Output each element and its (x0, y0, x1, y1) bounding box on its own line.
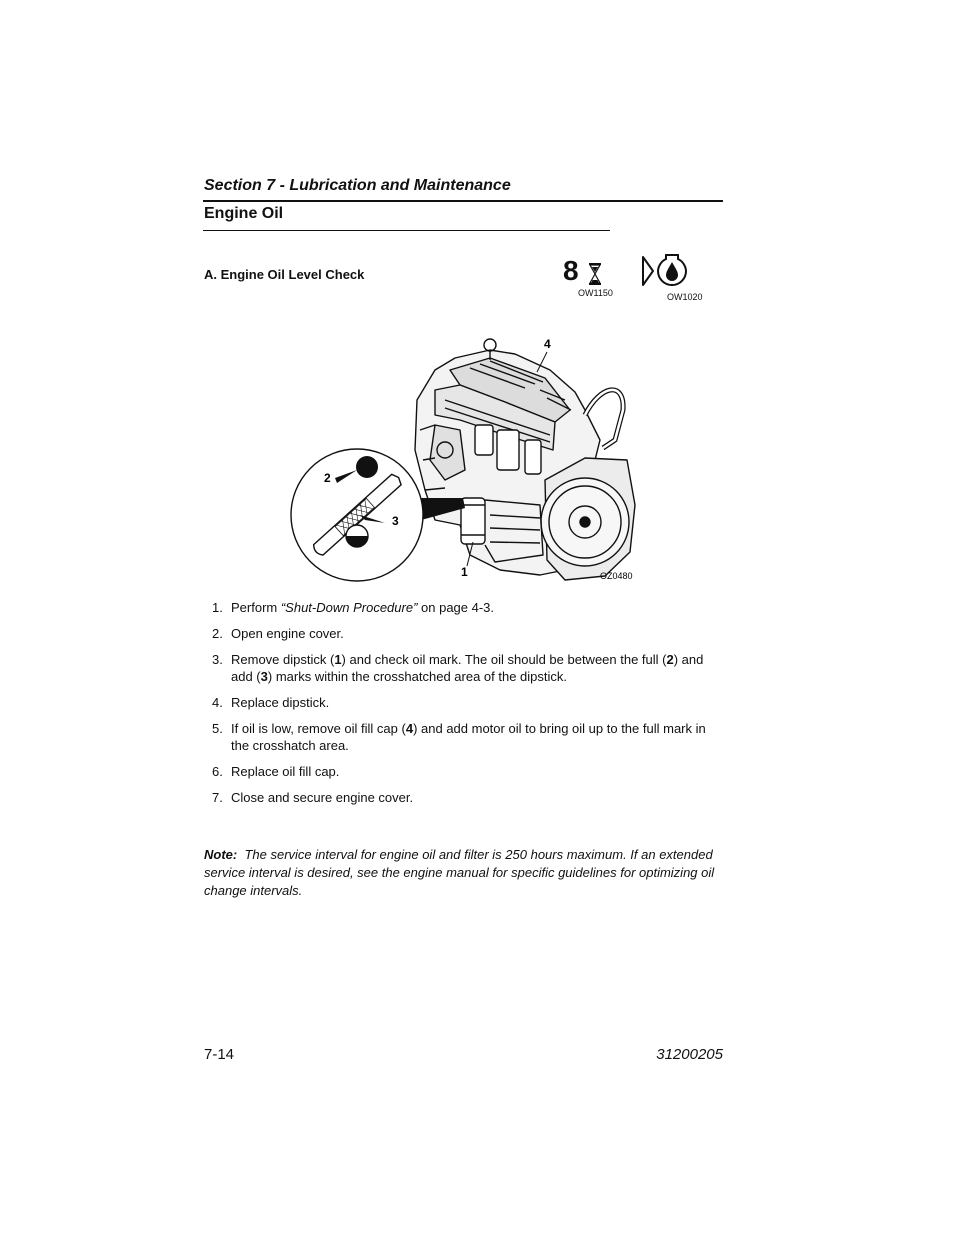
callout-ref: 3 (260, 669, 268, 684)
step-item (204, 789, 724, 806)
callout-3: 3 (392, 514, 399, 528)
step-text: ) marks within the crosshatched area of the dipstick. (267, 669, 568, 684)
step-text: Replace dipstick. (231, 695, 330, 710)
step-item (204, 763, 724, 780)
step-text: Replace oil fill cap. (231, 764, 340, 779)
step-item (204, 625, 724, 642)
step-number: 1. (212, 600, 223, 615)
step-text: ) and add ( (231, 652, 704, 684)
step-item (204, 694, 724, 711)
section-divider (203, 200, 723, 202)
cross-reference-link[interactable]: “Shut-Down Procedure” (280, 600, 418, 615)
step-number: 6. (212, 764, 223, 779)
step-number: 5. (212, 721, 223, 736)
callout-ref: 4 (405, 721, 414, 736)
hourglass-icon (588, 263, 602, 285)
section-title: Section 7 - Lubrication and Maintenance (204, 177, 511, 194)
subsection-title: Engine Oil (204, 205, 284, 222)
step-text: Close and secure engine cover. (231, 790, 414, 805)
engine-oil-dipstick-figure (285, 330, 645, 585)
step-item (204, 599, 724, 616)
step-item (204, 720, 724, 754)
step-item (204, 651, 724, 685)
step-number: 3. (212, 652, 223, 667)
step-text: ) and add motor oil to bring oil up to the full mark in the crosshatch area. (231, 721, 706, 753)
step-number: 2. (212, 626, 223, 641)
icon-code-ow1020: OW1020 (667, 292, 703, 302)
step-text: Open engine cover. (231, 626, 344, 641)
callout-2: 2 (324, 471, 331, 485)
step-number: 7. (212, 790, 223, 805)
step-text: on page 4-3. (417, 600, 495, 615)
interval-hours-number: 8 (563, 255, 579, 286)
note-label: Note: (204, 847, 238, 862)
procedure-steps (204, 599, 724, 815)
icon-code-ow1150: OW1150 (578, 288, 613, 298)
engine-oil-drop-icon (640, 251, 692, 291)
step-text: If oil is low, remove oil fill cap ( (231, 721, 406, 736)
step-number: 4. (212, 695, 223, 710)
step-text: Perform (231, 600, 281, 615)
note-text: The service interval for engine oil and filter is 250 hours maximum. If an extended service interval is desired, see the engine manual for specific guidelines for optimizing oil change intervals. (204, 847, 715, 898)
callout-ref: 1 (334, 652, 342, 667)
step-text: ) and check oil mark. The oil should be between the full ( (341, 652, 667, 667)
page-number: 7-14 (204, 1046, 235, 1063)
callout-1: 1 (461, 565, 468, 579)
callout-4: 4 (544, 337, 551, 351)
callout-ref: 2 (666, 652, 674, 667)
document-number: 31200205 (656, 1046, 723, 1063)
figure-code: OZ0480 (600, 571, 633, 581)
step-text: Remove dipstick ( (231, 652, 335, 667)
procedure-heading: A. Engine Oil Level Check (204, 267, 365, 282)
service-interval-note (204, 846, 724, 900)
subsection-divider (203, 230, 610, 231)
